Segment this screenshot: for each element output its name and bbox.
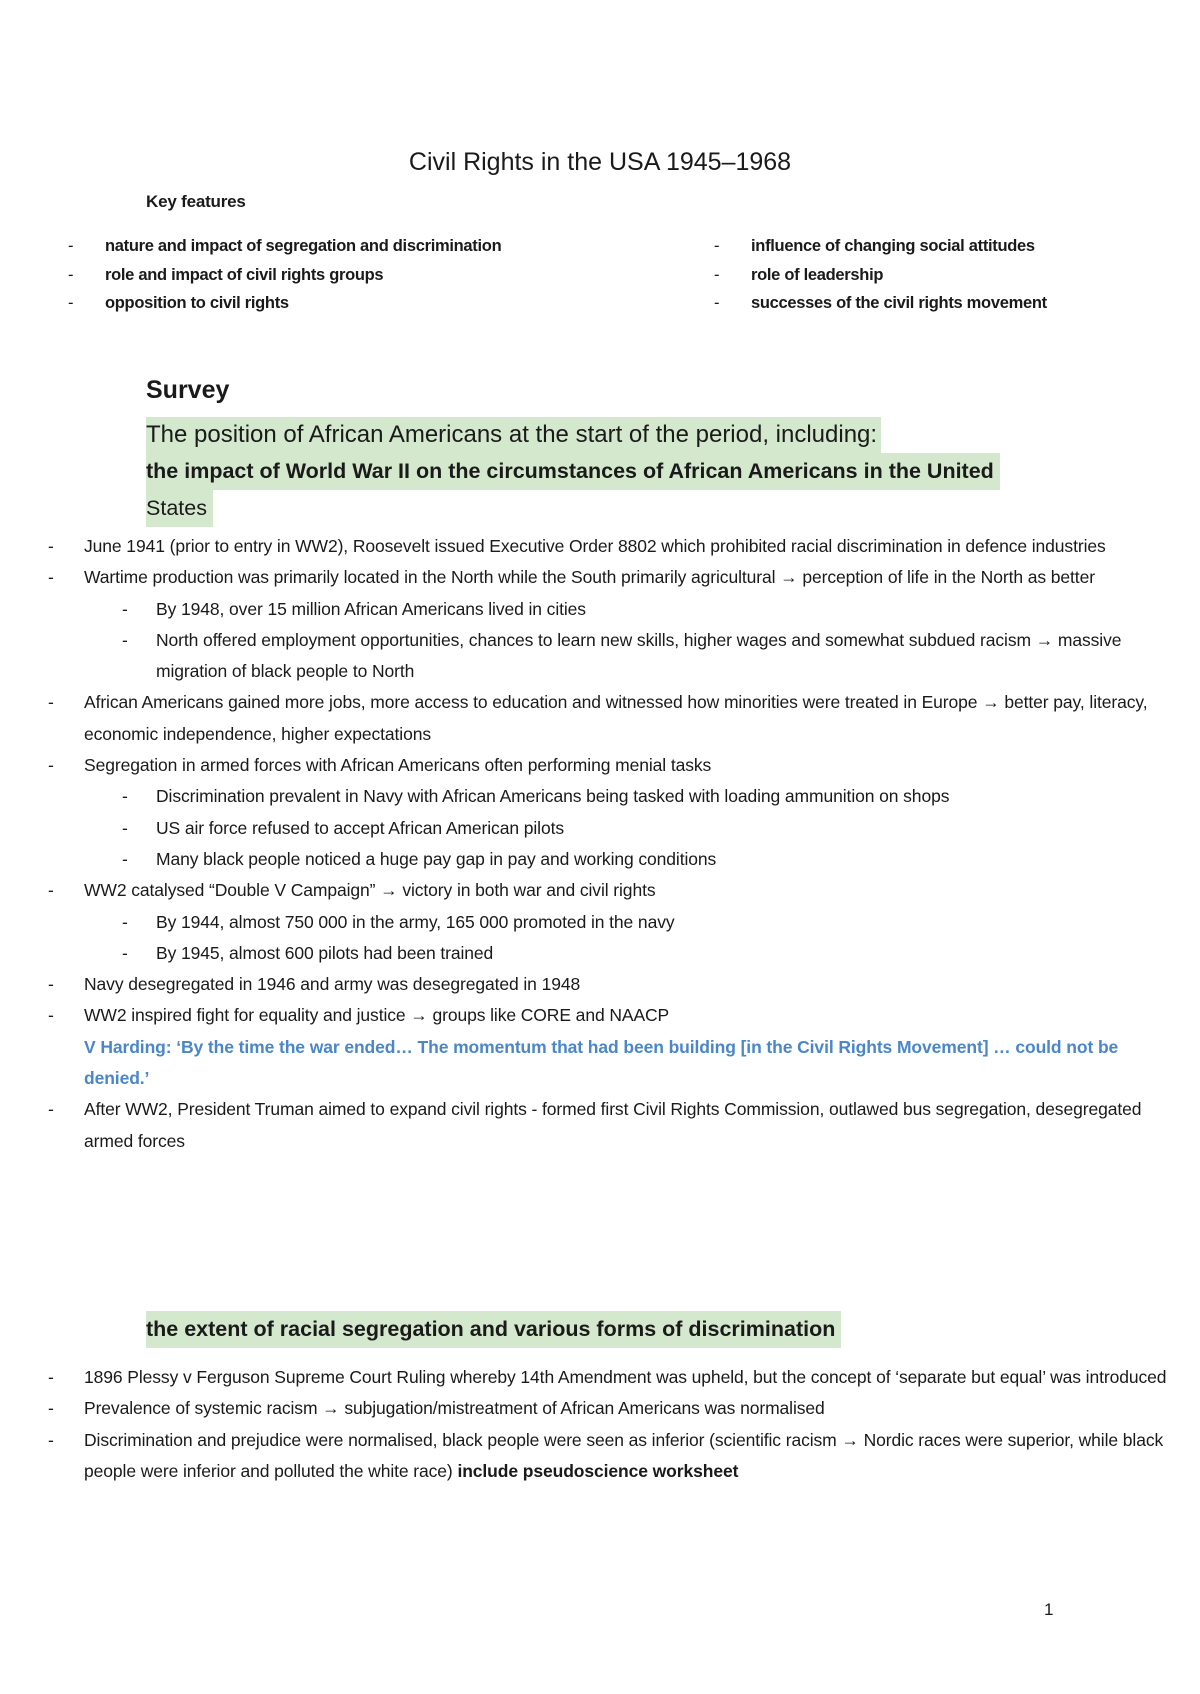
list-item: - June 1941 (prior to entry in WW2), Roosevelt issued Executive Order 8802 which prohibited racial discrimination in defence industries — [48, 531, 1168, 562]
list-item: - WW2 inspired fight for equality and justice → groups like CORE and NAACP — [48, 1000, 1168, 1031]
list-item: - successes of the civil rights movement — [714, 289, 1047, 318]
list-item: - After WW2, President Truman aimed to expand civil rights - formed first Civil Rights Commission, outlawed bus segregation, desegregated armed forces — [48, 1094, 1168, 1157]
section2-notes — [48, 1362, 1168, 1487]
list-item: - By 1948, over 15 million African Americans lived in cities — [48, 594, 1168, 625]
list-item: - Navy desegregated in 1946 and army was desegregated in 1948 — [48, 969, 1168, 1000]
section2-heading-block — [146, 1311, 841, 1348]
list-item: - Prevalence of systemic racism → subjugation/mistreatment of African Americans was normalised — [48, 1393, 1168, 1424]
section1-heading: The position of African Americans at the start of the period, including: — [146, 417, 881, 453]
harding-quote: V Harding: ‘By the time the war ended… The momentum that had been building [in the Civil Rights Movement] … could not be denied.’ — [84, 1036, 1119, 1089]
section1-subheading-line2: States — [146, 490, 213, 527]
list-item: - role and impact of civil rights groups — [68, 261, 501, 290]
section1-heading-block — [146, 417, 1000, 527]
worksheet-note: include pseudoscience worksheet — [457, 1460, 739, 1481]
list-item: - By 1944, almost 750 000 in the army, 165 000 promoted in the navy — [48, 907, 1168, 938]
list-item: - influence of changing social attitudes — [714, 232, 1047, 261]
section1-notes — [48, 531, 1168, 1157]
list-item: - Discrimination prevalent in Navy with African Americans being tasked with loading ammunition on shops — [48, 781, 1168, 812]
list-item: - North offered employment opportunities, chances to learn new skills, higher wages and somewhat subdued racism → massive migration of black people to North — [48, 625, 1168, 688]
page-number: 1 — [1044, 1600, 1054, 1619]
key-features-right-list — [714, 232, 1047, 318]
section2-heading: the extent of racial segregation and various forms of discrimination — [146, 1311, 841, 1348]
list-item: - opposition to civil rights — [68, 289, 501, 318]
list-item: - 1896 Plessy v Ferguson Supreme Court Ruling whereby 14th Amendment was upheld, but the concept of ‘separate but equal’ was introduced — [48, 1362, 1168, 1393]
list-item: - role of leadership — [714, 261, 1047, 290]
list-item: - African Americans gained more jobs, more access to education and witnessed how minorities were treated in Europe → better pay, literacy, economic independence, higher expectations — [48, 687, 1168, 750]
list-item-text: Discrimination and prejudice were normalised, black people were seen as inferior (scientific racism → Nordic races were superior, while black people were inferior and polluted the white race) — [84, 1429, 1164, 1481]
list-item: - WW2 catalysed “Double V Campaign” → victory in both war and civil rights — [48, 875, 1168, 906]
list-item: - US air force refused to accept African American pilots — [48, 813, 1168, 844]
list-item: - Wartime production was primarily located in the North while the South primarily agricultural → perception of life in the North as better — [48, 562, 1168, 593]
list-item: - nature and impact of segregation and discrimination — [68, 232, 501, 261]
list-item: - Many black people noticed a huge pay gap in pay and working conditions — [48, 844, 1168, 875]
list-item: - By 1945, almost 600 pilots had been trained — [48, 938, 1168, 969]
key-features-left-list — [68, 232, 501, 318]
survey-heading: Survey — [146, 376, 230, 404]
page-title: Civil Rights in the USA 1945–1968 — [408, 148, 792, 176]
section1-subheading: the impact of World War II on the circumstances of African Americans in the United — [146, 453, 1000, 490]
key-features-heading: Key features — [146, 192, 246, 211]
list-item: - Segregation in armed forces with African Americans often performing menial tasks — [48, 750, 1168, 781]
list-item — [48, 1425, 1168, 1488]
